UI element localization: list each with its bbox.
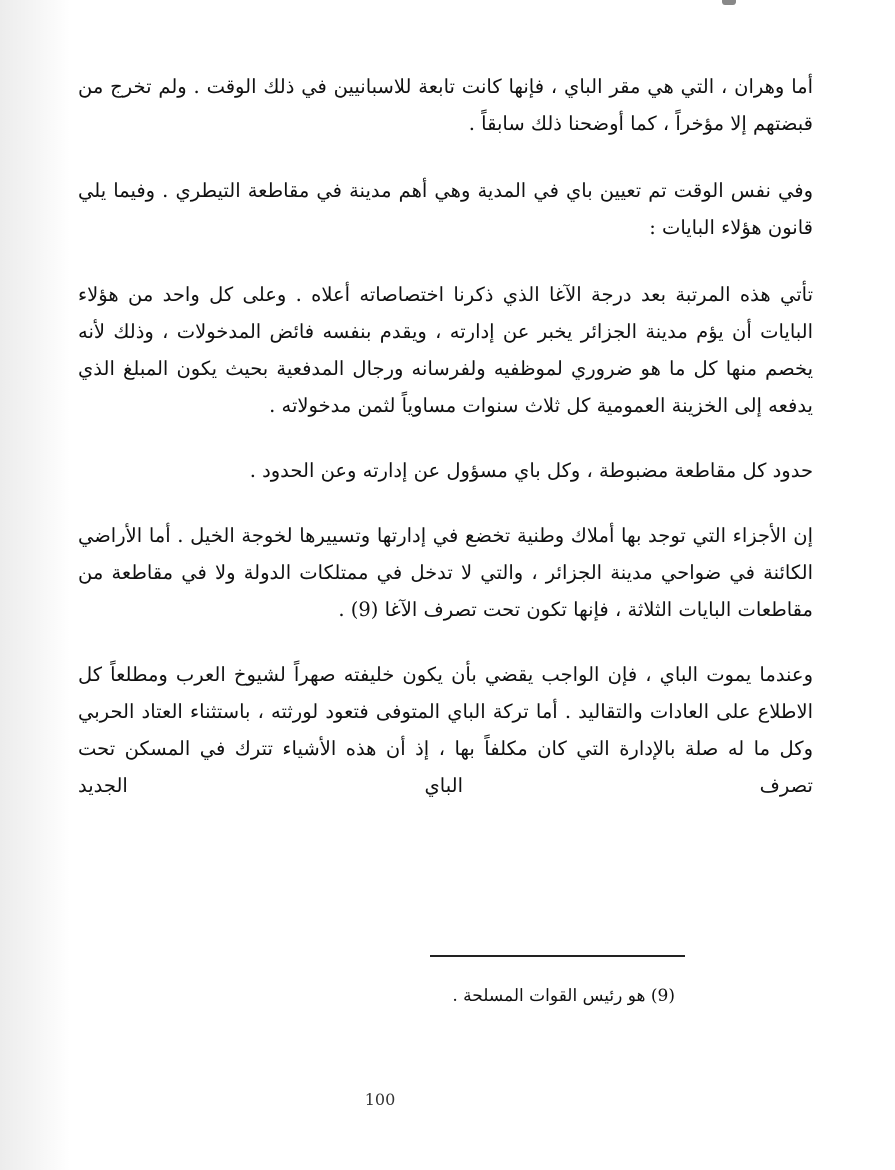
page-number: 100 bbox=[364, 1090, 396, 1109]
page-body bbox=[78, 68, 813, 830]
footnote-divider bbox=[430, 955, 685, 957]
paragraph bbox=[78, 68, 813, 142]
paragraph bbox=[78, 276, 813, 424]
scan-shadow bbox=[0, 0, 70, 1170]
paragraph bbox=[78, 656, 813, 804]
paragraph bbox=[78, 452, 813, 489]
paragraph-text: وعندما يموت الباي ، فإن الواجب يقضي بأن يكون خليفته صهراً لشيوخ العرب ومطلعاً كل الاطلاع على العادات والتقاليد . أما تركة الباي المتوفى فتعود لورثته ، باستثناء العتاد الحربي وكل ما له صلة بالإدارة التي كان مكلفاً بها ، إذ أن هذه الأشياء تترك في المسكن تحت تصرف الباي الجديد bbox=[78, 663, 813, 797]
paragraph bbox=[78, 172, 813, 246]
paragraph-text: إن الأجزاء التي توجد بها أملاك وطنية تخضع في إدارتها وتسييرها لخوجة الخيل . أما الأراضي الكائنة في ضواحي مدينة الجزائر ، والتي لا تدخل في ممتلكات الدولة ولا في مقاطعة من مقاطعات البايات الثلاثة ، فإنها تكون تحت تصرف الآغا (9) . bbox=[78, 524, 813, 621]
paragraph-text: وفي نفس الوقت تم تعيين باي في المدية وهي أهم مدينة في مقاطعة التيطري . وفيما يلي قانون هؤلاء البايات : bbox=[78, 179, 813, 239]
scan-mark bbox=[722, 0, 736, 5]
paragraph bbox=[78, 517, 813, 628]
paragraph-text: تأتي هذه المرتبة بعد درجة الآغا الذي ذكرنا اختصاصاته أعلاه . وعلى كل واحد من هؤلاء البايات أن يؤم مدينة الجزائر يخبر عن إدارته ، ويقدم بنفسه فائض المدخولات ، وذلك لأنه يخصم منها كل ما هو ضروري لموظفيه ولفرسانه ورجال المدفعية بحيث يكون المبلغ الذي يدفعه إلى الخزينة العمومية كل ثلاث سنوات مساوياً لثمن مدخولاته . bbox=[78, 283, 813, 417]
paragraph-text: أما وهران ، التي هي مقر الباي ، فإنها كانت تابعة للاسبانيين في ذلك الوقت . ولم تخرج من قبضتهم إلا مؤخراً ، كما أوضحنا ذلك سابقاً . bbox=[78, 75, 813, 135]
footnote: (9) هو رئيس القوات المسلحة . bbox=[452, 986, 675, 1006]
paragraph-text: حدود كل مقاطعة مضبوطة ، وكل باي مسؤول عن إدارته وعن الحدود . bbox=[249, 459, 813, 482]
